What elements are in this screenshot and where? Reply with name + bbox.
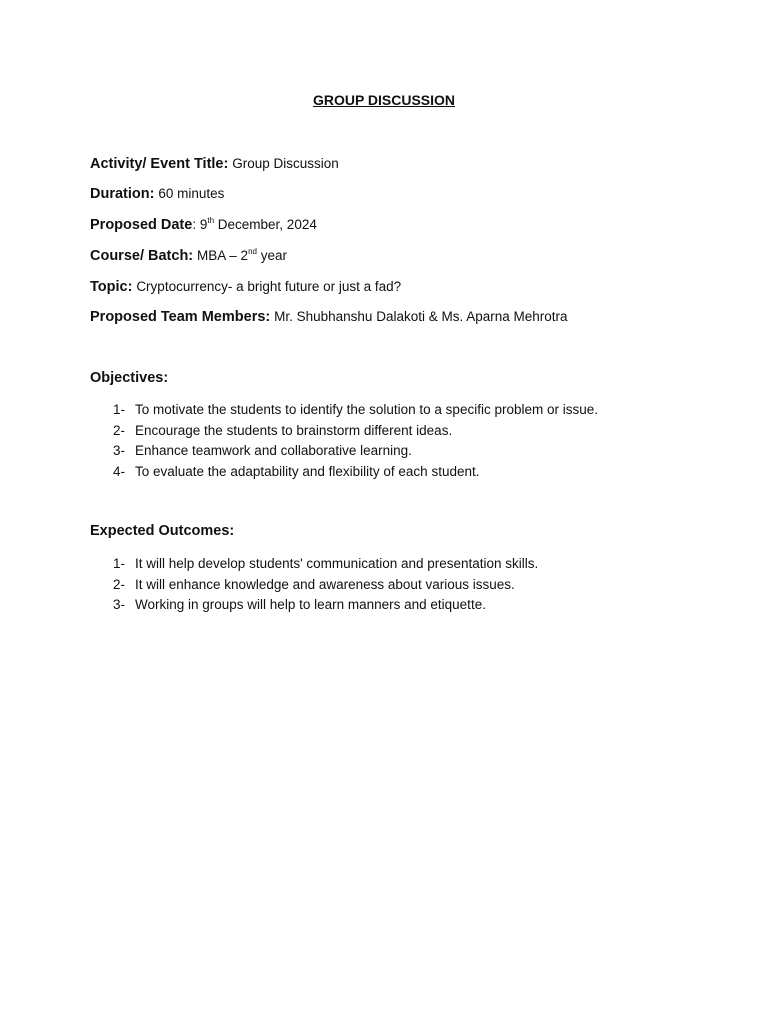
list-item xyxy=(113,575,538,596)
course-batch-ordinal: nd xyxy=(248,247,257,256)
list-item xyxy=(113,400,598,421)
team-members-value: Mr. Shubhanshu Dalakoti & Ms. Aparna Mehrotra xyxy=(274,309,568,324)
proposed-date-line xyxy=(90,216,317,233)
objectives-list xyxy=(113,400,598,483)
topic-line xyxy=(90,278,401,295)
topic-value: Cryptocurrency- a bright future or just a fad? xyxy=(136,279,402,294)
outcomes-list xyxy=(113,554,538,616)
list-item-number: 3- xyxy=(113,443,126,459)
activity-title-value: Group Discussion xyxy=(232,156,339,171)
list-item-text: Enhance teamwork and collaborative learning. xyxy=(135,443,412,459)
duration-value: 60 minutes xyxy=(158,186,225,201)
list-item-number: 1- xyxy=(113,402,126,417)
list-item-number: 1- xyxy=(113,556,126,571)
list-item-number: 2- xyxy=(113,422,126,438)
proposed-date-value: December, 2024 xyxy=(214,217,317,232)
list-item xyxy=(113,595,538,616)
course-batch-suffix: year xyxy=(256,248,287,263)
team-members-label: Proposed Team Members: xyxy=(90,309,271,325)
document-title: GROUP DISCUSSION xyxy=(312,92,456,108)
list-item xyxy=(113,421,598,442)
list-item-number: 4- xyxy=(113,464,126,480)
activity-title-line xyxy=(90,155,339,172)
course-batch-line xyxy=(90,247,287,264)
list-item-text: It will help develop students' communication and presentation skills. xyxy=(135,556,539,571)
team-members-line xyxy=(90,308,568,325)
list-item xyxy=(113,462,598,483)
list-item-number: 3- xyxy=(113,597,126,613)
duration-line xyxy=(90,185,224,202)
list-item-text: It will enhance knowledge and awareness about various issues. xyxy=(135,576,515,592)
list-item-text: To motivate the students to identify the solution to a specific problem or issue. xyxy=(135,402,598,417)
proposed-date-ordinal: th xyxy=(207,216,215,225)
list-item xyxy=(113,441,598,462)
duration-label: Duration: xyxy=(90,186,155,202)
activity-title-label: Activity/ Event Title: xyxy=(90,156,229,172)
topic-label: Topic: xyxy=(90,279,133,295)
course-batch-value: MBA – 2 xyxy=(197,248,249,263)
objectives-heading: Objectives: xyxy=(90,370,169,386)
list-item-text: To evaluate the adaptability and flexibility of each student. xyxy=(135,464,480,480)
list-item-text: Encourage the students to brainstorm different ideas. xyxy=(135,422,453,438)
list-item xyxy=(113,554,538,575)
list-item-number: 2- xyxy=(113,576,126,592)
proposed-date-label: Proposed Date xyxy=(90,217,193,233)
course-batch-label: Course/ Batch: xyxy=(90,248,194,264)
proposed-date-day: : 9 xyxy=(192,217,208,232)
list-item-text: Working in groups will help to learn manners and etiquette. xyxy=(135,597,486,613)
expected-outcomes-heading: Expected Outcomes: xyxy=(90,523,235,539)
